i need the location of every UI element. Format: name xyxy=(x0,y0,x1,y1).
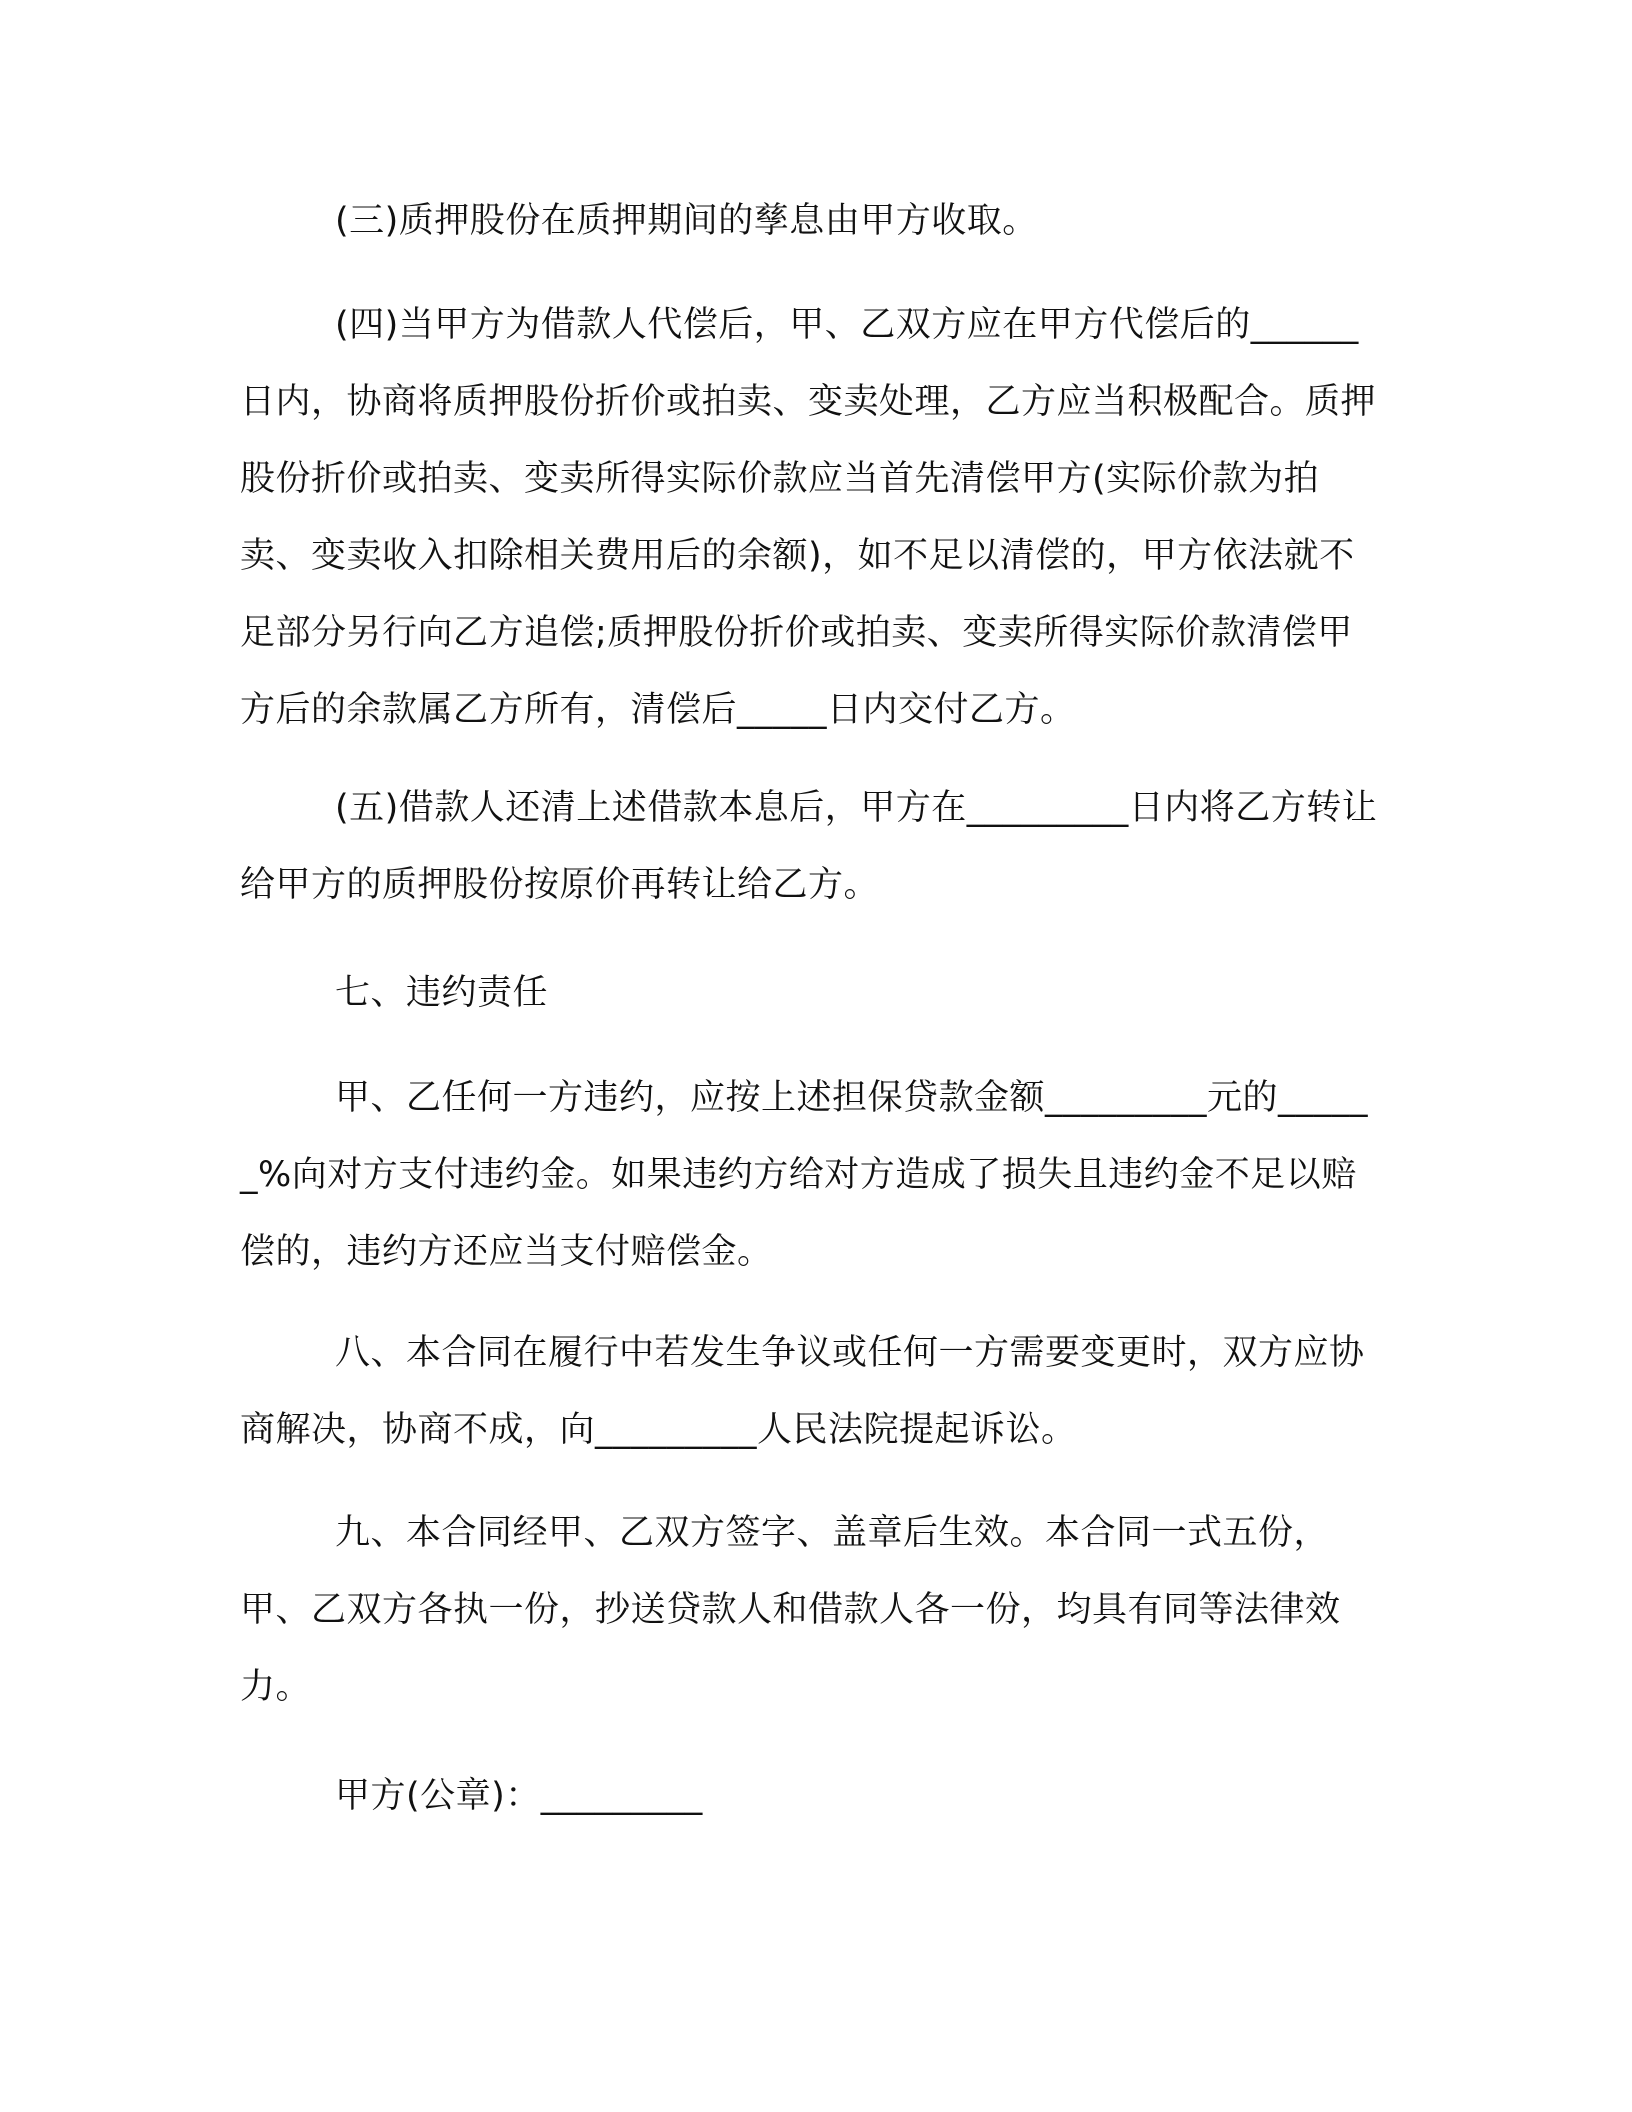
clause-5-return-shares: (五)借款人还清上述借款本息后，甲方在_________日内将乙方转让给甲方的质押股份按原价再转让给乙方。 xyxy=(240,788,1378,905)
clause-4-disposal: (四)当甲方为借款人代偿后，甲、乙双方应在甲方代偿后的______日内，协商将质押股份折价或拍卖、变卖处理，乙方应当积极配合。质押股份折价或拍卖、变卖所得实际价款应当首先清偿甲方(实际价款为拍卖、变卖收入扣除相关费用后的余额)，如不足以清偿的，甲方依法就不足部分另行向乙方追偿;质押股份折价或拍卖、变卖所得实际价款清偿甲方后的余款属乙方所有，清偿后_____日内交付乙方。 xyxy=(240,305,1377,730)
section-7-heading: 七、违约责任 xyxy=(335,973,549,1013)
section-8-dispute-resolution: 八、本合同在履行中若发生争议或任何一方需要变更时，双方应协商解决，协商不成，向_________人民法院提起诉讼。 xyxy=(240,1333,1365,1450)
section-7-breach-liability: 甲、乙任何一方违约，应按上述担保贷款金额_________元的______%向对方支付违约金。如果违约方给对方造成了损失且违约金不足以赔偿的，违约方还应当支付赔偿金。 xyxy=(240,1078,1369,1272)
party-a-signature-line: 甲方(公章)：_________ xyxy=(335,1776,703,1816)
clause-3-pledge-yield: (三)质押股份在质押期间的孳息由甲方收取。 xyxy=(335,201,1038,241)
document-page xyxy=(240,0,1380,2112)
section-9-effectiveness: 九、本合同经甲、乙双方签字、盖章后生效。本合同一式五份，甲、乙双方各执一份，抄送贷款人和借款人各一份，均具有同等法律效力。 xyxy=(240,1513,1341,1707)
